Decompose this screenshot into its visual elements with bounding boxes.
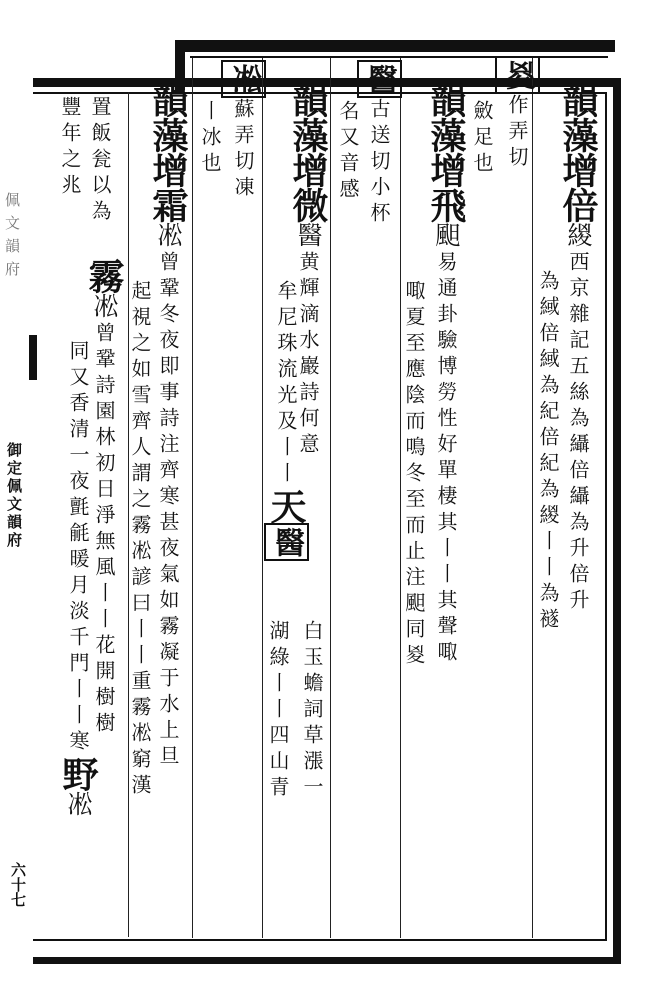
text-column [60, 96, 80, 200]
book-title: 御定佩文韻府 [5, 442, 23, 550]
entry-text: 丨冰也 [198, 100, 222, 178]
entry-text: 豐年之兆 [58, 96, 82, 200]
text-column [557, 82, 599, 615]
tab-inner-line [190, 56, 608, 58]
text-column [90, 96, 110, 226]
entry-text: 牟尼珠流光及丨丨 [274, 280, 298, 488]
text-column [57, 340, 99, 820]
entry-text: 湖綠丨丨四山青 [266, 620, 290, 802]
column-rule [532, 58, 533, 938]
text-column [472, 100, 492, 178]
entry-text: 㖩夏至應陰而鳴冬至而止注䫻同㚇 [402, 280, 426, 670]
column-rule [330, 58, 331, 938]
entry-text: 白玉蟾詞草漲一 [300, 620, 324, 802]
margin-bar [29, 335, 37, 380]
entry-heading: 韻藻增飛 [425, 82, 467, 222]
headword-box: 㚇 [495, 56, 540, 94]
entry-text: 易通卦驗博勞性好單棲其丨丨其聲㖩 [434, 251, 458, 667]
entry-heading: 韻藻增霜 [147, 82, 189, 222]
entry-text: 同又香清一夜氈毹暖月淡千門丨丨寒 [66, 340, 90, 756]
entry-text: 曾鞏冬夜即事詩注齊寒甚夜氣如霧凝于水上旦 [156, 251, 180, 771]
entry-text: 凇 [64, 791, 93, 820]
entry-text: 曾鞏詩園林初日淨無風丨丨花開樹樹 [92, 322, 116, 738]
entry-text: 凇 [90, 293, 119, 322]
entry-text: 作弄切 [505, 94, 529, 172]
margin-top-fragment: 佩文韻府 [3, 192, 21, 284]
entry-heading: 韻藻增倍 [557, 82, 599, 222]
text-column [265, 280, 307, 561]
entry-text: 置飯瓮以為 [88, 96, 112, 226]
text-column [302, 620, 322, 802]
entry-heading: 天 [265, 488, 307, 523]
headword-box: 醫 [357, 60, 402, 98]
text-column [226, 60, 261, 202]
column-rule [400, 58, 401, 938]
entry-text: 名又音感 [336, 100, 360, 204]
entry-text: 蘇弄切凍 [231, 98, 255, 202]
entry-text: 䫻 [432, 222, 461, 251]
text-column [500, 56, 535, 172]
entry-text: 凇 [154, 222, 183, 251]
text-column [362, 60, 397, 228]
text-column [425, 82, 467, 667]
entry-heading: 霧 [83, 258, 125, 293]
text-column [147, 82, 189, 771]
text-column [404, 280, 424, 670]
text-column [130, 280, 150, 800]
entry-text: 醫 [294, 222, 323, 251]
entry-text: 緵 [564, 222, 593, 251]
headword-box: 凇 [221, 60, 266, 98]
column-rule [192, 58, 193, 938]
tab-top-border [175, 40, 615, 52]
text-column [538, 270, 558, 634]
text-column [200, 100, 220, 178]
entry-text: 西京雜記五絲為䌰倍䌰為升倍升 [566, 251, 590, 615]
headword-box: 醫 [264, 523, 309, 561]
entry-text: 黄輝滴水巖詩何意 [296, 251, 320, 459]
page-number: 六十七 [9, 862, 27, 907]
column-rule [262, 58, 263, 938]
entry-heading: 韻藻增微 [287, 82, 329, 222]
text-column [268, 620, 288, 802]
entry-heading: 野 [57, 756, 99, 791]
entry-text: 古送切小杯 [367, 98, 391, 228]
text-column [338, 100, 358, 204]
entry-text: 起視之如雪齊人謂之霧凇諺曰丨丨重霧凇窮漢 [128, 280, 152, 800]
entry-text: 斂足也 [470, 100, 494, 178]
entry-text: 為緎倍緎為紀倍紀為緵丨丨為襚 [536, 270, 560, 634]
margin-strip [0, 92, 33, 937]
